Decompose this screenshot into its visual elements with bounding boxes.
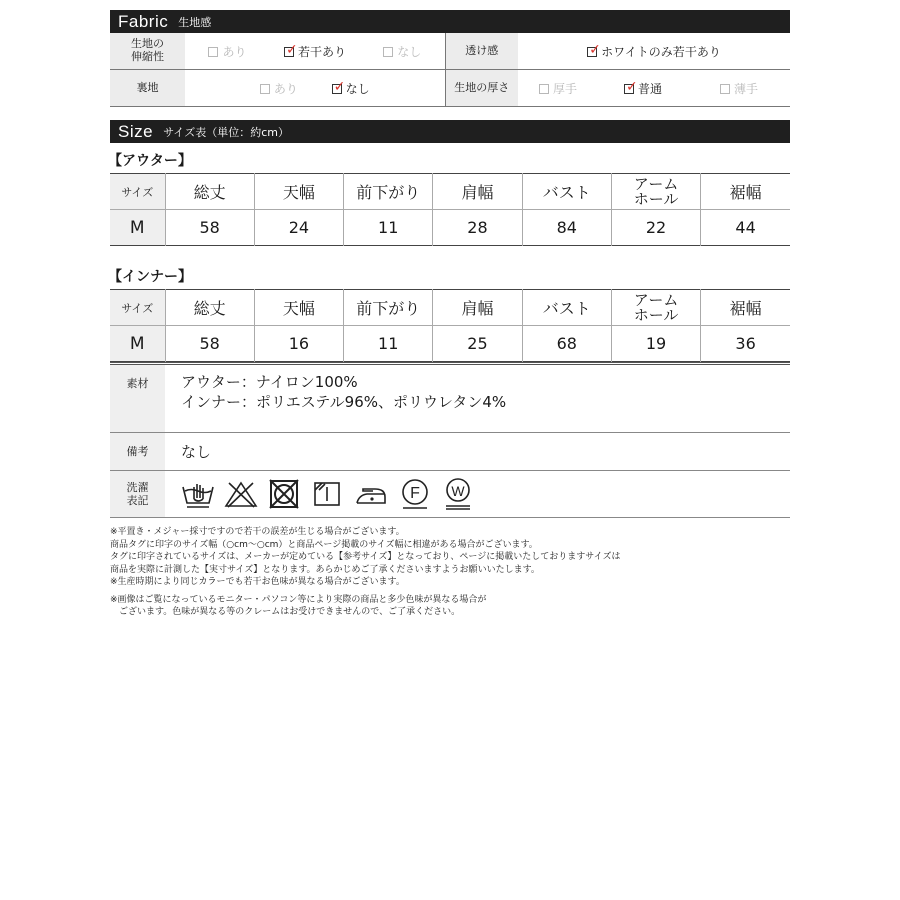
option-text: あり — [222, 44, 247, 59]
care-label — [110, 471, 165, 518]
thickness-option-normal — [598, 70, 688, 107]
option — [539, 80, 577, 97]
column-header: 総丈 — [165, 290, 254, 326]
size-header-bar — [110, 120, 790, 143]
table-cell: 58 — [165, 326, 254, 362]
care-row — [110, 471, 790, 518]
checked-checkbox-icon: ✓ — [285, 41, 298, 58]
care-label-text: 洗濯表記 — [126, 480, 149, 507]
size-subtitle: サイズ表（単位：約cm） — [163, 125, 289, 139]
table-cell: 11 — [344, 210, 433, 246]
outer-size-table — [110, 173, 790, 246]
option-text: あり — [273, 81, 298, 96]
table-row — [110, 210, 790, 246]
fabric-header-bar — [110, 10, 790, 33]
table-cell: M — [110, 210, 165, 246]
option-text: なし — [345, 81, 370, 96]
svg-text:W: W — [451, 483, 465, 499]
column-header: 肩幅 — [433, 174, 522, 210]
low-iron-icon — [353, 477, 389, 511]
notes — [110, 526, 790, 619]
table-header-row — [110, 290, 790, 326]
column-header: 裾幅 — [701, 290, 790, 326]
stretch-option-no — [360, 33, 445, 70]
option-text: ホワイトのみ若干あり — [601, 44, 721, 59]
thickness-label: 生地の厚さ — [445, 70, 518, 107]
sheer-label: 透け感 — [445, 33, 518, 70]
option — [720, 80, 758, 97]
option — [284, 43, 346, 60]
inner-heading: 【インナー】 — [108, 269, 192, 285]
column-header — [611, 290, 700, 326]
checkbox-icon — [260, 84, 270, 94]
column-header: 肩幅 — [433, 290, 522, 326]
option — [208, 43, 246, 60]
inner-size-table — [110, 289, 790, 362]
fabric-subtitle: 生地感 — [178, 15, 212, 29]
table-cell: 19 — [611, 326, 700, 362]
option-text: なし — [397, 44, 422, 59]
lining-label: 裏地 — [110, 70, 185, 107]
fabric-row-lining — [110, 70, 790, 107]
column-header: 前下がり — [344, 174, 433, 210]
armhole-header-text: アーム ホール — [633, 290, 679, 324]
table-cell: 25 — [433, 326, 522, 362]
fabric-table — [110, 33, 790, 107]
table-cell: 84 — [522, 210, 611, 246]
table-cell: 36 — [701, 326, 790, 362]
option — [587, 43, 721, 60]
column-header — [611, 174, 700, 210]
remarks-value: なし — [165, 433, 790, 471]
column-header: バスト — [522, 174, 611, 210]
option — [624, 80, 662, 97]
option — [332, 80, 370, 97]
option-text: 若干あり — [297, 44, 346, 59]
column-header: サイズ — [110, 290, 165, 326]
sheer-option — [518, 33, 790, 70]
note-line: 商品を実際に計測した【実寸サイズ】となります。あらかじめご了承くださいますようお願いいたします。 — [110, 564, 540, 575]
table-cell: 22 — [611, 210, 700, 246]
column-header: 天幅 — [254, 174, 343, 210]
no-tumble-dry-icon — [267, 477, 301, 511]
stretch-option-yes — [185, 33, 270, 70]
table-cell: 28 — [433, 210, 522, 246]
note-line: ※生産時期により同じカラーでも若干お色味が異なる場合がございます。 — [110, 577, 405, 587]
table-cell: 44 — [701, 210, 790, 246]
note-line: ※平置き・メジャー採寸ですので若干の誤差が生じる場合がございます。 — [110, 527, 405, 537]
column-header: 裾幅 — [701, 174, 790, 210]
drip-dry-shade-icon — [310, 477, 344, 511]
material-value — [165, 364, 790, 433]
fabric-title: Fabric — [118, 11, 169, 31]
product-detail-panel — [110, 10, 790, 619]
outer-heading: 【アウター】 — [108, 153, 192, 169]
option — [383, 43, 421, 60]
material-line: インナー：ポリエステル96%、ポリウレタン4% — [181, 393, 507, 411]
column-header: 天幅 — [254, 290, 343, 326]
material-row — [110, 364, 790, 433]
stretch-label-text: 生地の伸縮性 — [131, 37, 164, 63]
table-cell: 58 — [165, 210, 254, 246]
table-cell: M — [110, 326, 165, 362]
no-bleach-icon — [224, 477, 258, 511]
fabric-row-stretch — [110, 33, 790, 70]
remarks-row — [110, 433, 790, 471]
svg-text:F: F — [410, 485, 420, 502]
material-label: 素材 — [110, 364, 165, 433]
table-cell: 24 — [254, 210, 343, 246]
option-text: 普通 — [637, 81, 662, 96]
material-line: アウター：ナイロン100% — [181, 373, 358, 391]
armhole-header-text: アーム ホール — [633, 174, 679, 208]
column-header: バスト — [522, 290, 611, 326]
hand-wash-icon — [181, 477, 215, 511]
column-header: 総丈 — [165, 174, 254, 210]
note-line: タグに印字されているサイズは、メーカーが定めている【参考サイズ】となっており、ページに掲載いたしておりますサイズは — [110, 552, 621, 562]
stretch-label — [110, 33, 185, 70]
column-header: 前下がり — [344, 290, 433, 326]
wet-clean-w-icon — [441, 477, 475, 511]
table-cell: 11 — [344, 326, 433, 362]
note-line: ございます。色味が異なる等のクレームはお受けできませんので、ご了承ください。 — [110, 607, 461, 617]
note-line: ※画像はご覧になっているモニター・パソコン等により実際の商品と多少色味が異なる場合が — [110, 594, 487, 605]
option-text: 厚手 — [552, 81, 577, 96]
checkbox-icon — [383, 47, 393, 57]
checkbox-icon — [720, 84, 730, 94]
thickness-option-thick — [518, 70, 598, 107]
table-row — [110, 326, 790, 362]
table-cell: 16 — [254, 326, 343, 362]
size-title: Size — [118, 121, 154, 141]
stretch-option-slight — [270, 33, 360, 70]
checked-checkbox-icon: ✓ — [625, 78, 638, 95]
care-symbols — [165, 471, 790, 518]
column-header: サイズ — [110, 174, 165, 210]
dry-clean-f-icon — [398, 477, 432, 511]
table-header-row — [110, 174, 790, 210]
checked-checkbox-icon: ✓ — [589, 41, 601, 58]
option-text: 薄手 — [734, 81, 759, 96]
thickness-option-thin — [688, 70, 790, 107]
note-line: 商品タグに印字のサイズ幅（○cm〜○cm）と商品ページ掲載のサイズ幅に相違がある場合がございます。 — [110, 539, 538, 550]
checked-checkbox-icon: ✓ — [333, 78, 346, 95]
checkbox-icon — [539, 84, 549, 94]
lining-options — [185, 70, 445, 107]
checkbox-icon — [208, 47, 218, 57]
option — [260, 80, 298, 97]
remarks-label: 備考 — [110, 433, 165, 471]
table-cell: 68 — [522, 326, 611, 362]
info-table — [110, 362, 790, 518]
